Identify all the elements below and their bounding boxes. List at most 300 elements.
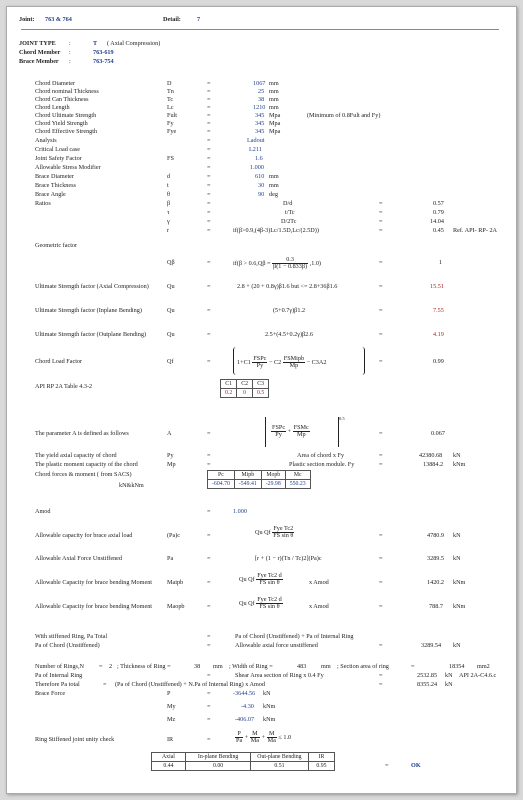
qf-sym: Qf	[167, 358, 174, 365]
width-unit: mm	[321, 663, 331, 670]
prop-value: L211	[249, 146, 262, 153]
ratio-sym: β	[167, 200, 171, 207]
prop-value: 345	[255, 128, 265, 135]
prop-eq: =	[207, 146, 211, 153]
joint-label: Joint:	[19, 16, 35, 23]
py-eq: =	[207, 452, 211, 459]
joint-type-note: ( Axial Compression)	[107, 40, 161, 47]
brace-force-label: Brace Force	[35, 690, 66, 697]
table-cell: -549.41	[234, 480, 261, 489]
prop-name: Chord nominal Thickness	[35, 88, 99, 95]
ring-reference: API 2A-C4.6.c	[459, 672, 497, 679]
table-cell: 550.23	[285, 480, 310, 489]
py-unit: kN	[453, 452, 461, 459]
prop-eq: =	[207, 104, 211, 111]
qf-den: Mp	[289, 362, 299, 370]
table-row	[152, 762, 335, 771]
prop-sym: Tc	[167, 96, 174, 103]
rings-label: Number of Rings,N	[35, 663, 84, 670]
table-cell: 0.95	[308, 762, 335, 771]
table-header: IR	[308, 753, 335, 762]
unity-frac3	[267, 731, 277, 744]
qu-inplane-value: 7.55	[433, 307, 444, 314]
allow-opb-den: FS sin θ	[259, 603, 280, 611]
table-header: Mopb	[261, 471, 285, 480]
allow-ipb-eq2: =	[379, 579, 383, 586]
qf-part: − C3A2	[306, 359, 327, 367]
header-divider	[21, 29, 499, 30]
unity-num: M	[250, 731, 260, 738]
qu-inplane-sym: Qu	[167, 307, 175, 314]
detail-value: 7	[197, 16, 201, 23]
prop-unit: mm	[269, 104, 279, 111]
table-cell: -604.70	[208, 480, 235, 489]
allow-opb-label: Allowable Capacity for brace bending Moment	[35, 603, 153, 610]
ratio-eq: =	[207, 200, 211, 207]
geo-sym: Qβ	[167, 259, 175, 266]
mp-value: 13884.2	[423, 461, 444, 468]
joint-type-label: JOINT TYPE	[19, 40, 56, 47]
param-a-num: FSPc	[272, 424, 286, 431]
prop-unit: mm	[269, 182, 279, 189]
api-table-label: API RP 2A Table 4.3-2	[35, 383, 93, 390]
prop-unit: Mpa	[269, 112, 281, 119]
prop-sym: t	[167, 182, 169, 189]
bf-value: -3644.56	[233, 690, 256, 697]
qu-outplane-label: Ultimate Strength factor (Outplane Bending)	[35, 331, 147, 338]
geo-den: β(1 − 0.833β)	[273, 263, 308, 271]
ratio-sym: τ	[167, 209, 170, 216]
qf-label: Chord Load Factor	[35, 358, 83, 365]
qf-num: FSPc	[253, 355, 267, 362]
chord-member-value: 763-619	[93, 49, 114, 56]
table-cell: 0.00	[185, 762, 250, 771]
qf-value: 0.99	[433, 358, 444, 365]
prop-value: 345	[255, 120, 265, 127]
prop-name: Analysis	[35, 137, 57, 144]
param-a-eq2: =	[379, 430, 383, 437]
table-header: Axial	[152, 753, 186, 762]
chord-member-label: Chord Member	[19, 49, 61, 56]
allow-axial-value: 4780.9	[427, 532, 445, 539]
prop-unit: mm	[269, 173, 279, 180]
prop-eq: =	[207, 88, 211, 95]
detail-label: Detail:	[163, 16, 181, 23]
table-header-row	[221, 380, 269, 389]
allow-unstiff-eq: =	[207, 555, 211, 562]
calculation-sheet	[6, 6, 517, 794]
qf-frac2	[283, 356, 305, 369]
prop-unit: Mpa	[269, 128, 281, 135]
unity-tail: ≤ 1.0	[278, 734, 292, 742]
param-a-value: 0.067	[431, 430, 445, 437]
prop-value: Ladout	[247, 137, 265, 144]
ring-eq: =	[207, 672, 211, 679]
py-sym: Py	[167, 452, 174, 459]
prop-eq: =	[207, 80, 211, 87]
ratio-eq2: =	[379, 218, 383, 225]
allow-unstiff-eq2: =	[379, 555, 383, 562]
unity-result: OK	[411, 762, 421, 769]
prop-value: 345	[255, 112, 265, 119]
prop-eq: =	[207, 120, 211, 127]
allow-axial-pre: Qu Qf	[255, 529, 271, 537]
qu-axial-sym: Qu	[167, 283, 175, 290]
unity-frac1	[235, 731, 243, 744]
allow-ipb-sym: Maipb	[167, 579, 184, 586]
table-cell: 0.2	[221, 389, 237, 398]
sacs-forces-table	[207, 470, 311, 489]
param-a-den: Mp	[296, 431, 306, 439]
allow-opb-value: 788.7	[429, 603, 443, 610]
prop-sym: d	[167, 173, 171, 180]
prop-value: 1067	[253, 80, 266, 87]
allow-opb-pre: Qu Qf	[239, 600, 255, 608]
table-header: Mipb	[234, 471, 261, 480]
unity-sym: IR	[167, 736, 174, 743]
ratios-label: Ratios	[35, 200, 51, 207]
param-a-frac2	[293, 425, 310, 438]
amod-value: 1.000	[233, 508, 247, 515]
geo-formula	[233, 257, 321, 270]
amod-eq: =	[207, 508, 211, 515]
geo-num: 0.3	[272, 257, 308, 264]
qu-outplane-eq2: =	[379, 331, 383, 338]
prop-sym: Tn	[167, 88, 174, 95]
prop-value: 1210	[253, 104, 266, 111]
bf-unit: kNm	[263, 716, 276, 723]
ratio-eq2: =	[379, 200, 383, 207]
qu-inplane-formula: (5+0.7γ)β1.2	[273, 307, 306, 314]
allow-axial-label: Allowable capacity for brace axial load	[35, 532, 133, 539]
prop-name: Chord Yield Strength	[35, 120, 88, 127]
prop-value: 90	[258, 191, 265, 198]
ratio-sym: r	[167, 227, 170, 234]
allow-axial-sym: (Pa)c	[167, 532, 181, 539]
prop-sym: Fy	[167, 120, 174, 127]
table-header: C3	[253, 380, 269, 389]
unity-den: Ma	[267, 737, 276, 745]
total-eq: =	[103, 681, 107, 688]
thickness-unit: mm	[213, 663, 223, 670]
area-label: ; Section area of ring	[337, 663, 389, 670]
qu-axial-label: Ultimate Strength factor (Axial Compression)	[35, 283, 149, 290]
area-value: 18354	[449, 663, 465, 670]
allow-unstiff-unit: kN	[453, 555, 461, 562]
prop-name: Chord Effective Strength	[35, 128, 98, 135]
prop-value: 25	[258, 88, 265, 95]
unity-frac2	[250, 731, 260, 744]
py-label: The yield axial capacity of chord	[35, 452, 117, 459]
stiff-total-formula: Pa of Chord (Unstiffened) + Pa of Internal Ring	[235, 633, 354, 640]
allow-unstiff-value: 3289.5	[427, 555, 445, 562]
prop-eq: =	[207, 128, 211, 135]
prop-sym: θ	[167, 191, 170, 198]
bf-eq: =	[207, 690, 211, 697]
prop-eq: =	[207, 112, 211, 119]
stiff-chord-formula: Allowable axial force unstiffened	[235, 642, 318, 649]
prop-eq: =	[207, 191, 211, 198]
ring-value: 2532.85	[417, 672, 438, 679]
amod-label: Amod	[35, 508, 51, 515]
stiff-total-label: With stiffened Ring, Pa Total	[35, 633, 108, 640]
py-value: 42380.68	[419, 452, 443, 459]
prop-value: 1.6	[255, 155, 263, 162]
prop-name: Joint Safety Factor	[35, 155, 82, 162]
colon: :	[69, 49, 71, 56]
colon: :	[69, 58, 71, 65]
unity-num: M	[267, 731, 277, 738]
prop-sym: D	[167, 80, 172, 87]
bf-value: -406.07	[235, 716, 255, 723]
unity-label: Ring Stiffened joint unity check	[35, 736, 115, 743]
allow-opb-formula	[239, 597, 283, 610]
mp-eq: =	[207, 461, 211, 468]
param-a-label: The parameter A is defined as follows	[35, 430, 129, 437]
ratio-eq: =	[207, 218, 211, 225]
bf-eq: =	[207, 716, 211, 723]
ratio-value: 14.04	[430, 218, 444, 225]
unity-eq2: =	[385, 762, 389, 769]
bf-sym: P	[167, 690, 171, 697]
geo-eq: =	[207, 259, 211, 266]
qf-frac1	[252, 356, 267, 369]
allow-opb-amod: x Amod	[309, 603, 329, 610]
prop-sym: FS	[167, 155, 174, 162]
table-row	[221, 389, 269, 398]
prop-unit: deg	[269, 191, 278, 198]
prop-name: Brace Diameter	[35, 173, 74, 180]
ratio-eq2: =	[379, 227, 383, 234]
ratio-formula: D/2Tc	[281, 218, 297, 225]
brace-member-label: Brace Member	[19, 58, 59, 65]
qu-inplane-eq2: =	[379, 307, 383, 314]
geo-lhs: if(β > 0.6,Qβ =	[233, 260, 271, 268]
mp-unit: kNm	[453, 461, 466, 468]
prop-eq: =	[207, 155, 211, 162]
ratio-eq: =	[207, 209, 211, 216]
bf-sym: Mz	[167, 716, 176, 723]
allow-unstiff-sym: Pa	[167, 555, 174, 562]
stiff-chord-unit: kN	[453, 642, 461, 649]
ratio-eq2: =	[379, 209, 383, 216]
width-label: ; Width of Ring =	[229, 663, 273, 670]
param-a-power: 0.5	[339, 416, 345, 421]
allow-ipb-pre: Qu Qf	[239, 576, 255, 584]
stiff-chord-value: 3289.54	[421, 642, 442, 649]
stiff-eq: =	[207, 633, 211, 640]
thickness-label: ; Thickness of Ring =	[117, 663, 171, 670]
prop-sym: Fult	[167, 112, 177, 119]
table-header-row	[152, 753, 335, 762]
prop-eq: =	[207, 182, 211, 189]
qf-num: FSMipb	[283, 355, 305, 362]
mp-eq2: =	[379, 461, 383, 468]
param-a-formula: $\frac{\text{FSPc}}{Py}$ + $\frac{\text{FSMc}}{Mp}$	[272, 424, 309, 439]
bf-unit: kNm	[263, 703, 276, 710]
allow-axial-eq2: =	[379, 532, 383, 539]
api-reference: Ref. API- RP- 2A	[453, 227, 498, 234]
api-coefficient-table	[220, 379, 269, 398]
unity-formula: $\frac{P}{Pa}$ + $\frac{M}{Ma}$ + $\frac{M}{Ma}$ ≤ 1.0	[236, 730, 292, 745]
ratio-formula: if(β>0.9,(4β-3)Lc/1.5D,Lc/(2.5D))	[233, 227, 319, 234]
prop-unit: Mpa	[269, 120, 281, 127]
allow-ipb-frac	[256, 573, 283, 586]
rings-eq: =	[99, 663, 103, 670]
table-header: C2	[237, 380, 253, 389]
allow-opb-num: Fye Tc2 d	[257, 596, 282, 603]
py-eq2: =	[379, 452, 383, 459]
prop-unit: mm	[269, 88, 279, 95]
allow-axial-num: Fye Tc2	[273, 525, 294, 532]
sacs-units: kN&kNm	[119, 482, 144, 489]
param-a-num: FSMc	[293, 424, 309, 431]
allow-opb-frac	[256, 597, 283, 610]
prop-eq: =	[207, 173, 211, 180]
allow-opb-sym: Maopb	[167, 603, 185, 610]
allow-ipb-amod: x Amod	[309, 579, 329, 586]
joint-type-value: T	[93, 40, 98, 47]
qu-inplane-label: Ultimate Strength factor (Inplane Bending)	[35, 307, 142, 314]
table-cell: 0.51	[251, 762, 308, 771]
qf-den: Py	[256, 362, 264, 370]
py-formula: Area of chord x Fy	[297, 452, 345, 459]
unity-den: Ma	[250, 737, 260, 745]
table-header: C1	[221, 380, 237, 389]
table-cell: -29.98	[261, 480, 285, 489]
table-row	[208, 480, 311, 489]
qu-outplane-eq: =	[207, 331, 211, 338]
joint-value: 763 & 764	[45, 16, 72, 23]
total-value: 8355.24	[417, 681, 438, 688]
qu-outplane-value: 4.19	[433, 331, 444, 338]
stiff-chord-label: Pa of Chord (Unstiffened)	[35, 642, 100, 649]
geo-tail: ,1.0)	[309, 260, 321, 268]
total-eq2: =	[379, 681, 383, 688]
thickness-value: 38	[194, 663, 201, 670]
allow-axial-frac	[272, 526, 294, 539]
prop-sym: Lc	[167, 104, 174, 111]
unity-check-table	[151, 752, 335, 771]
table-header: Out-plane Bending	[251, 753, 308, 762]
width-value: 483	[297, 663, 307, 670]
prop-eq: =	[207, 137, 211, 144]
mp-sym: Mp	[167, 461, 176, 468]
allow-opb-eq2: =	[379, 603, 383, 610]
area-eq: =	[411, 663, 415, 670]
mp-label: The plastic moment capacity of the chord	[35, 461, 138, 468]
allow-axial-unit: kN	[453, 532, 461, 539]
qu-inplane-eq: =	[207, 307, 211, 314]
prop-value: 30	[258, 182, 265, 189]
total-label: Therefore Pa total	[35, 681, 80, 688]
table-cell: 0.44	[152, 762, 186, 771]
allow-unstiff-label: Allowable Axial Force Unstiffened	[35, 555, 123, 562]
stiff-eq: =	[207, 642, 211, 649]
allow-axial-formula	[255, 526, 294, 539]
ratio-value: 0.45	[433, 227, 444, 234]
qu-axial-formula: 2.8 + (20 + 0.8γ)β1.6 but <= 2.8+36β1.6	[237, 283, 338, 290]
qu-axial-eq: =	[207, 283, 211, 290]
table-cell: 0	[237, 389, 253, 398]
prop-name: Brace Thickness	[35, 182, 76, 189]
allow-opb-eq: =	[207, 603, 211, 610]
table-header-row	[208, 471, 311, 480]
ring-unit: kN	[445, 672, 453, 679]
strength-note: (Minimum of 0.8Fult and Fy)	[307, 112, 381, 119]
prop-name: Chord Length	[35, 104, 70, 111]
qf-part: − C2	[268, 359, 282, 367]
geo-value: 1	[439, 259, 443, 266]
prop-unit: mm	[269, 80, 279, 87]
allow-ipb-den: FS sin θ	[259, 579, 280, 587]
allow-ipb-num: Fye Tc2 d	[257, 572, 282, 579]
unity-eq: =	[207, 736, 211, 743]
stiff-eq2: =	[379, 642, 383, 649]
ratio-formula: t/Tc	[285, 209, 295, 216]
allow-opb-unit: kNm	[453, 603, 466, 610]
table-header: Mc	[285, 471, 310, 480]
unity-den: Pa	[236, 737, 243, 745]
area-unit: mm2	[477, 663, 490, 670]
bf-sym: My	[167, 703, 176, 710]
prop-sym: Fye	[167, 128, 177, 135]
allow-ipb-unit: kNm	[453, 579, 466, 586]
total-unit: kN	[445, 681, 453, 688]
prop-name: Chord Diameter	[35, 80, 76, 87]
prop-value: 610	[255, 173, 265, 180]
geo-fraction	[272, 257, 308, 270]
geo-eq2: =	[379, 259, 383, 266]
sacs-label: Chord forces & moment ( from SACS)	[35, 471, 132, 478]
param-a-sym: A	[167, 430, 172, 437]
allow-unstiff-formula: [r + (1 − r)(Tn / Tc)2](Pa)c	[255, 555, 322, 562]
prop-name: Brace Angle	[35, 191, 66, 198]
param-a-frac1	[271, 425, 286, 438]
param-a-den: Py	[275, 431, 282, 439]
ratio-eq: =	[207, 227, 211, 234]
mp-formula: Plastic section module. Fy	[289, 461, 355, 468]
ring-eq2: =	[379, 672, 383, 679]
ratio-formula: D/d	[283, 200, 293, 207]
allow-ipb-eq: =	[207, 579, 211, 586]
ratio-value: 0.57	[433, 200, 444, 207]
param-a-eq: =	[207, 430, 211, 437]
unity-num: P	[235, 731, 243, 738]
allow-axial-eq: =	[207, 532, 211, 539]
rings-value: 2	[109, 663, 113, 670]
bf-value: -4.30	[241, 703, 254, 710]
prop-value: 38	[258, 96, 265, 103]
allow-axial-den: FS sin θ	[273, 532, 294, 540]
table-cell: 0.5	[253, 389, 269, 398]
allow-ipb-value: 1420.2	[427, 579, 445, 586]
qf-eq2: =	[379, 358, 383, 365]
prop-eq: =	[207, 164, 211, 171]
prop-unit: mm	[269, 96, 279, 103]
geo-label: Geometric factor	[35, 242, 78, 249]
qu-axial-value: 15.51	[430, 283, 444, 290]
table-header: Pc	[208, 471, 235, 480]
ratio-value: 0.79	[433, 209, 444, 216]
total-formula: (Pa of Chord (Unstiffened) + N.Pa of Internal Ring) x Amod	[115, 681, 265, 688]
qu-outplane-sym: Qu	[167, 331, 175, 338]
allow-ipb-label: Allowable Capacity for brace bending Moment	[35, 579, 153, 586]
ring-label: Pa of Internal Ring	[35, 672, 83, 679]
table-header: In-plane Bending	[185, 753, 250, 762]
qu-outplane-formula: 2.5+(4.5+0.2γ)β2.6	[265, 331, 313, 338]
prop-name: Chord Ultimate Strength	[35, 112, 97, 119]
